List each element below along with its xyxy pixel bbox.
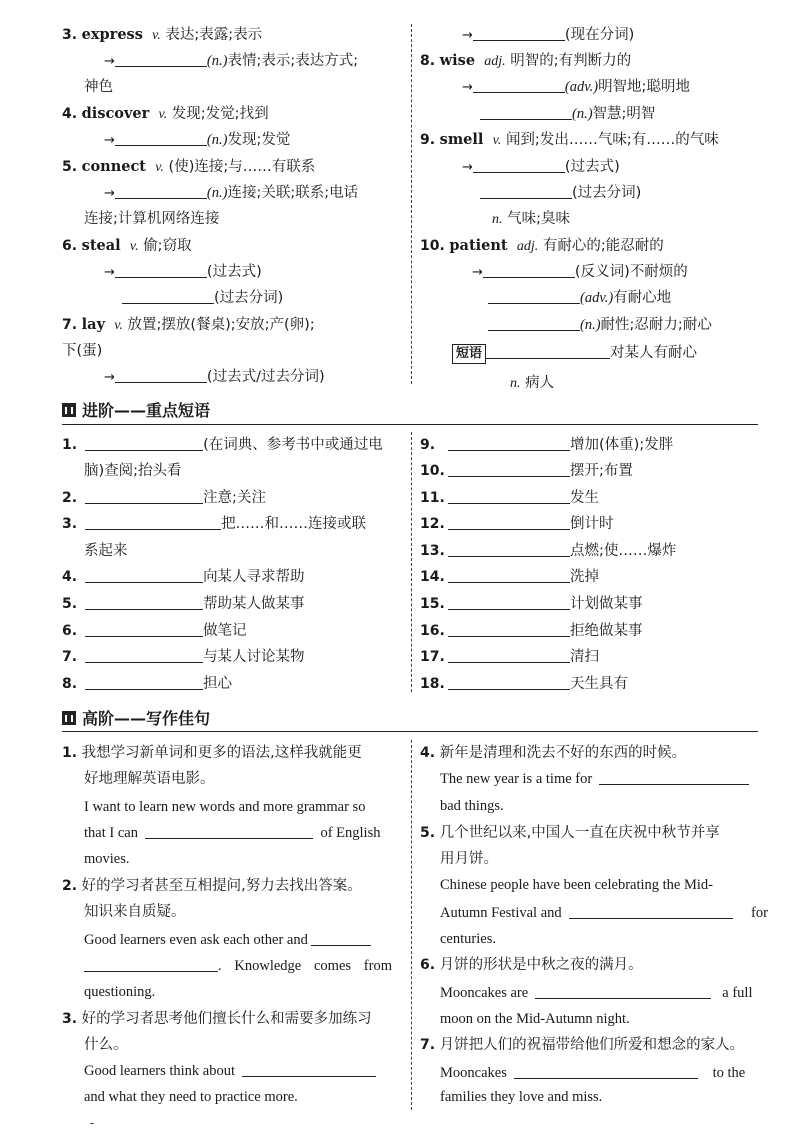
- answer-blank[interactable]: [85, 621, 203, 637]
- phrase-number: 7.: [62, 649, 78, 665]
- answer-blank[interactable]: [311, 930, 371, 946]
- arrow-icon: →: [462, 80, 473, 95]
- phrase-number: 13.: [420, 543, 445, 559]
- answer-blank[interactable]: [488, 315, 580, 331]
- section-rule: [62, 731, 758, 732]
- phrase-number: 18.: [420, 676, 445, 692]
- phrase-meaning-cont: 系起来: [84, 543, 128, 559]
- phrase-meaning: (在词典、参考书中或通过电: [203, 437, 383, 453]
- sentence-1-cn: 1. 我想学习新单词和更多的语法,这样我就能更: [62, 745, 362, 761]
- vocab-form-cont: 连接;计算机网络连接: [84, 211, 220, 227]
- phrase-meaning: 发生: [570, 490, 599, 506]
- phrase-item: [62, 646, 305, 668]
- answer-blank[interactable]: [242, 1061, 376, 1077]
- vocab-item-wise: 8. wise adj. 明智的;有判断力的: [420, 52, 632, 69]
- phrase-meaning: 摆开;布置: [570, 463, 633, 479]
- phrase-meaning: 洗掉: [570, 569, 599, 585]
- phrase-item: [62, 673, 232, 695]
- phrase-item: [62, 620, 247, 642]
- column-divider: [411, 432, 412, 692]
- answer-blank[interactable]: [514, 1063, 698, 1079]
- phrase-item: [62, 513, 366, 535]
- sentence-7-en: Mooncakes to the: [440, 1065, 746, 1081]
- phrase-meaning: 做笔记: [203, 623, 247, 639]
- phrase-number: 4.: [62, 569, 78, 585]
- chart-icon: [62, 711, 76, 725]
- phrase-item: [420, 673, 628, 695]
- answer-blank[interactable]: [473, 77, 565, 93]
- answer-blank[interactable]: [85, 567, 203, 583]
- vocab-item-smell: 9. smell v. 闻到;发出……气味;有……的气味: [420, 131, 719, 148]
- vocab-form-patience: (n.)耐性;忍耐力;耐心: [488, 314, 712, 336]
- phrase-number: 5.: [62, 596, 78, 612]
- phrase-meaning: 清扫: [570, 649, 599, 665]
- phrase-number: 16.: [420, 623, 445, 639]
- sentence-5-en-cont: centuries.: [440, 931, 496, 947]
- phrase-tag: 短语: [452, 344, 486, 364]
- vocab-item-express: 3. express v. 表达;表露;表示: [62, 26, 263, 43]
- phrase-number: 11.: [420, 490, 445, 506]
- phrase-number: 15.: [420, 596, 445, 612]
- phrase-meaning: 天生具有: [570, 676, 628, 692]
- vocab-noun-patient: n. 病人: [510, 375, 555, 391]
- phrase-number: 9.: [420, 437, 436, 453]
- sentence-3-en: Good learners think about: [84, 1060, 376, 1082]
- sentence-1-en: I want to learn new words and more grammar so: [84, 799, 366, 815]
- phrase-item: [62, 434, 383, 456]
- sentence-4-en: The new year is a time for: [440, 768, 749, 790]
- sentence-5-cn: 5. 几个世纪以来,中国人一直在庆祝中秋节并享: [420, 825, 720, 841]
- chart-icon: [62, 403, 76, 417]
- vocab-form-stole: → (过去式): [104, 264, 262, 280]
- sentence-1-cn-cont: 好地理解英语电影。: [84, 771, 215, 787]
- vocab-item-connect: 5. connect v. (使)连接;与……有联系: [62, 158, 316, 175]
- column-divider: [411, 24, 412, 384]
- sentence-5-cn-cont: 用月饼。: [440, 851, 498, 867]
- answer-blank[interactable]: [448, 567, 570, 583]
- section-title-phrases: 进阶——重点短语: [62, 400, 210, 422]
- answer-blank[interactable]: [480, 104, 572, 120]
- sentence-7-en-cont: families they love and miss.: [440, 1089, 603, 1105]
- answer-blank[interactable]: [84, 956, 218, 972]
- phrase-item: [420, 593, 643, 615]
- phrase-item: [420, 566, 599, 588]
- vocab-form-discovery: → (n.)发现;发觉: [104, 132, 291, 148]
- phrase-meaning: 倒计时: [570, 516, 614, 532]
- phrase-meaning: 注意;关注: [203, 490, 266, 506]
- answer-blank[interactable]: [569, 903, 733, 919]
- sentence-2-en-blank-line: . Knowledge comes from: [84, 955, 392, 977]
- answer-blank[interactable]: [448, 514, 570, 530]
- arrow-icon: →: [104, 54, 115, 69]
- vocab-form-stolen: (过去分词): [122, 287, 283, 309]
- vocab-phrase-patient: 短语 对某人有耐心: [452, 342, 697, 364]
- phrase-item: [62, 593, 305, 615]
- phrase-item: [62, 566, 305, 588]
- section-title-sentences: 高阶——写作佳句: [62, 708, 210, 730]
- sentence-6-cn: 6. 月饼的形状是中秋之夜的满月。: [420, 957, 643, 973]
- answer-blank[interactable]: [85, 674, 203, 690]
- phrase-meaning: 担心: [203, 676, 233, 692]
- sentence-2-cn-cont: 知识来自质疑。: [84, 904, 186, 920]
- answer-blank[interactable]: [85, 514, 221, 530]
- phrase-item: [420, 434, 673, 456]
- answer-blank[interactable]: [448, 621, 570, 637]
- vocab-item-lay: 7. lay v. 放置;摆放(餐桌);安放;产(卵);: [62, 316, 315, 333]
- sentence-2-cn: 2. 好的学习者甚至互相提问,努力去找出答案。: [62, 878, 362, 894]
- sentence-6-en-cont: moon on the Mid-Autumn night.: [440, 1011, 630, 1027]
- phrase-number: 3.: [62, 516, 78, 532]
- sentence-2-en-cont: questioning.: [84, 984, 156, 1000]
- sentence-3-en-cont: and what they need to practice more.: [84, 1089, 298, 1105]
- answer-blank[interactable]: [486, 343, 610, 359]
- answer-blank[interactable]: [115, 51, 207, 67]
- phrase-number: 10.: [420, 463, 445, 479]
- arrow-icon: →: [104, 370, 115, 385]
- phrase-number: 8.: [62, 676, 78, 692]
- answer-blank[interactable]: [480, 183, 572, 199]
- phrase-meaning: 增加(体重);发胖: [570, 437, 674, 453]
- sentence-6-en: Mooncakes are a full: [440, 985, 753, 1001]
- phrase-item: [420, 620, 643, 642]
- answer-blank[interactable]: [535, 983, 711, 999]
- phrase-number: 12.: [420, 516, 445, 532]
- vocab-form-expression: → (n.)表情;表示;表达方式;: [104, 53, 359, 69]
- arrow-icon: →: [472, 265, 483, 280]
- arrow-icon: →: [104, 186, 115, 201]
- phrase-item: [62, 487, 266, 509]
- vocab-form-laying: → (现在分词): [462, 27, 635, 43]
- answer-blank[interactable]: [448, 674, 570, 690]
- answer-blank[interactable]: [115, 367, 207, 383]
- answer-blank[interactable]: [115, 130, 207, 146]
- phrase-meaning: 点燃;使……爆炸: [570, 543, 677, 559]
- answer-blank[interactable]: [85, 594, 203, 610]
- phrase-item: [420, 513, 614, 535]
- column-divider: [411, 740, 412, 1110]
- phrase-item: [420, 460, 633, 482]
- vocab-form-impatient: → (反义词)不耐烦的: [472, 264, 688, 280]
- answer-blank[interactable]: [599, 769, 749, 785]
- vocab-form-smelt: → (过去式): [462, 159, 620, 175]
- phrase-number: 17.: [420, 649, 445, 665]
- vocab-item-patient: 10. patient adj. 有耐心的;能忍耐的: [420, 237, 664, 254]
- section-rule: [62, 424, 758, 425]
- sentence-4-cn: 4. 新年是清理和洗去不好的东西的时候。: [420, 745, 687, 761]
- vocab-noun-smell: n. 气味;臭味: [492, 211, 570, 227]
- phrase-number: 6.: [62, 623, 78, 639]
- answer-blank[interactable]: [85, 647, 203, 663]
- vocab-form-wisely: → (adv.)明智地;聪明地: [462, 79, 690, 95]
- answer-blank[interactable]: [122, 288, 214, 304]
- answer-blank[interactable]: [115, 183, 207, 199]
- sentence-7-cn: 7. 月饼把人们的祝福带给他们所爱和想念的家人。: [420, 1037, 745, 1053]
- page-mark: -: [90, 1116, 95, 1130]
- arrow-icon: →: [462, 28, 473, 43]
- vocab-form-connection: → (n.)连接;关联;联系;电话: [104, 185, 359, 201]
- answer-blank[interactable]: [448, 541, 570, 557]
- arrow-icon: →: [104, 133, 115, 148]
- vocab-form-smelt-pp: (过去分词): [480, 182, 641, 204]
- phrase-meaning-cont: 脑)查阅;抬头看: [84, 463, 182, 479]
- answer-blank[interactable]: [115, 262, 207, 278]
- vocab-form-laid: → (过去式/过去分词): [104, 369, 325, 385]
- phrase-item: [420, 540, 676, 562]
- answer-blank[interactable]: [448, 647, 570, 663]
- vocab-item-discover: 4. discover v. 发现;发觉;找到: [62, 105, 269, 122]
- phrase-meaning: 与某人讨论某物: [203, 649, 305, 665]
- answer-blank[interactable]: [85, 435, 203, 451]
- sentence-1-en-blank-line: that I can of English: [84, 825, 381, 841]
- answer-blank[interactable]: [448, 435, 570, 451]
- phrase-item: [420, 487, 599, 509]
- phrase-meaning: 计划做某事: [570, 596, 643, 612]
- answer-blank[interactable]: [448, 488, 570, 504]
- answer-blank[interactable]: [145, 823, 313, 839]
- vocab-form-cont: 神色: [84, 79, 113, 95]
- arrow-icon: →: [104, 265, 115, 280]
- vocab-item-steal: 6. steal v. 偷;窃取: [62, 237, 192, 254]
- sentence-2-en: Good learners even ask each other and: [84, 929, 371, 951]
- sentence-3-cn: 3. 好的学习者思考他们擅长什么和需要多加练习: [62, 1011, 372, 1027]
- answer-blank[interactable]: [488, 288, 580, 304]
- sentence-5-en: Chinese people have been celebrating the Mid-: [440, 877, 713, 893]
- phrase-meaning: 向某人寻求帮助: [203, 569, 305, 585]
- phrase-meaning: 把……和……连接或联: [221, 516, 367, 532]
- phrase-number: 1.: [62, 437, 78, 453]
- phrase-number: 2.: [62, 490, 78, 506]
- sentence-3-cn-cont: 什么。: [84, 1037, 128, 1053]
- answer-blank[interactable]: [448, 594, 570, 610]
- answer-blank[interactable]: [473, 157, 565, 173]
- vocab-form-patiently: (adv.)有耐心地: [488, 287, 671, 309]
- answer-blank[interactable]: [85, 488, 203, 504]
- phrase-number: 14.: [420, 569, 445, 585]
- vocab-form-wisdom: (n.)智慧;明智: [480, 103, 655, 125]
- phrase-meaning: 帮助某人做某事: [203, 596, 305, 612]
- vocab-item-cont: 下(蛋): [62, 343, 103, 359]
- arrow-icon: →: [462, 160, 473, 175]
- sentence-4-en-cont: bad things.: [440, 798, 504, 814]
- phrase-meaning: 拒绝做某事: [570, 623, 643, 639]
- sentence-5-en-blank-line: Autumn Festival and for: [440, 905, 768, 921]
- answer-blank[interactable]: [473, 25, 565, 41]
- answer-blank[interactable]: [483, 262, 575, 278]
- sentence-1-en-cont: movies.: [84, 851, 130, 867]
- answer-blank[interactable]: [448, 461, 570, 477]
- phrase-item: [420, 646, 599, 668]
